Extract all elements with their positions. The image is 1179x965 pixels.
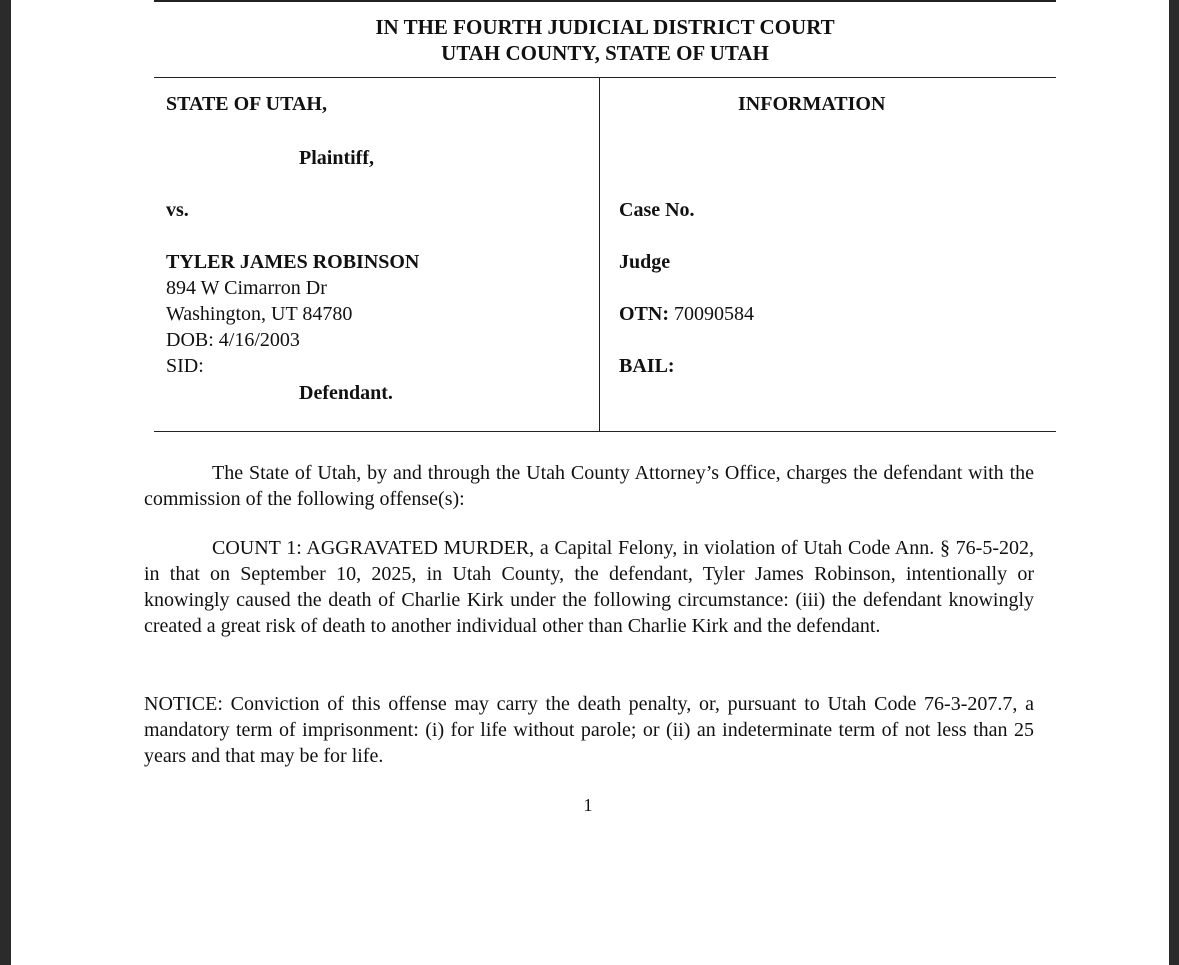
top-rule: [154, 0, 1056, 2]
case-number-label: Case No.: [619, 199, 695, 221]
bail-label: BAIL:: [619, 355, 675, 377]
plaintiff-name: STATE OF UTAH,: [166, 93, 327, 115]
defendant-address-line2: Washington, UT 84780: [166, 303, 353, 325]
case-caption: [154, 77, 1056, 432]
versus-label: vs.: [166, 199, 189, 221]
defendant-dob: DOB: 4/16/2003: [166, 329, 300, 351]
judge-label: Judge: [619, 251, 671, 273]
defendant-sid: SID:: [166, 355, 204, 377]
intro-paragraph: The State of Utah, by and through the Utah County Attorney’s Office, charges the defendant with the commission of the following offense(s):: [144, 462, 1034, 510]
defendant-role: Defendant.: [299, 382, 393, 404]
otn-label: OTN:: [619, 303, 669, 325]
document-type: INFORMATION: [738, 93, 886, 115]
document-page: [11, 0, 1169, 965]
court-name: IN THE FOURTH JUDICIAL DISTRICT COURT: [375, 15, 835, 39]
court-header: [154, 14, 1056, 66]
defendant-address-line1: 894 W Cimarron Dr: [166, 277, 327, 299]
count-1-paragraph: COUNT 1: AGGRAVATED MURDER, a Capital Felony, in violation of Utah Code Ann. § 76-5-202, in that on September 10, 2025, in Utah County, the defendant, Tyler James Robinson, intentionally or knowingly caused the death of Charlie Kirk under the following circumstance: (iii) the defendant knowingly created a great risk of death to another individual other than Charlie Kirk and the defendant.: [144, 537, 1034, 637]
page-number: 1: [583, 795, 593, 815]
otn-field: [619, 301, 754, 327]
notice-paragraph: NOTICE: Conviction of this offense may carry the death penalty, or, pursuant to Utah Code 76-3-207.7, a mandatory term of imprisonment: (i) for life without parole; or (ii) an indeterminate term of not less than 25 years and that may be for life.: [144, 693, 1034, 767]
otn-value: 70090584: [669, 303, 754, 325]
defendant-name: TYLER JAMES ROBINSON: [166, 251, 420, 273]
caption-divider: [599, 78, 600, 431]
plaintiff-role: Plaintiff,: [299, 147, 374, 169]
court-jurisdiction: UTAH COUNTY, STATE OF UTAH: [441, 41, 769, 65]
